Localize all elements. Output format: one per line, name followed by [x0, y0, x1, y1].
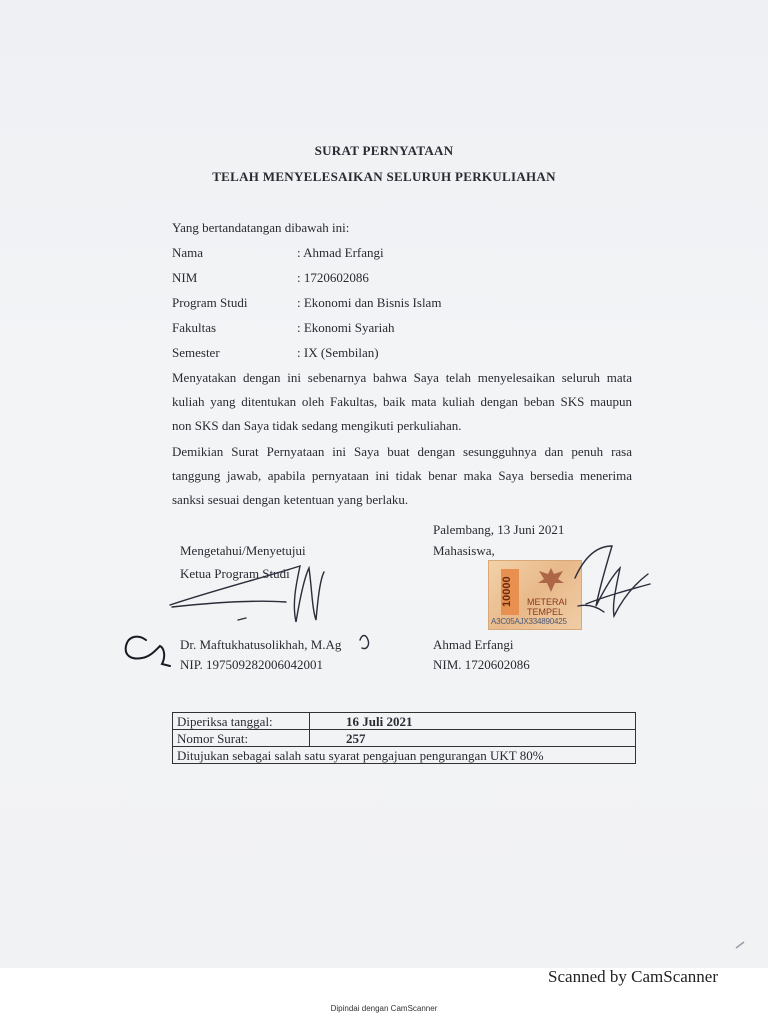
field-value-fakultas: : Ekonomi Syariah	[297, 320, 395, 335]
closing-line: sanksi sesuai dengan ketentuan yang berlaku.	[172, 492, 409, 507]
check-table	[172, 712, 636, 764]
student-role: Mahasiswa,	[433, 543, 495, 558]
page-edge-mark	[736, 942, 744, 948]
table-row	[173, 713, 636, 730]
field-label-semester: Semester	[172, 345, 220, 360]
field-label-nim: NIM	[172, 270, 198, 285]
approval-label: Mengetahui/Menyetujui	[180, 543, 306, 558]
field-value-nim: : 1720602086	[297, 270, 369, 285]
statement-line: Menyatakan dengan ini sebenarnya bahwa Saya telah menyelesaikan seluruh mata	[172, 370, 632, 385]
field-value-nama: : Ahmad Erfangi	[297, 245, 384, 260]
statement-line: kuliah yang ditentukan oleh Fakultas, baik mata kuliah dengan beban SKS maupun	[172, 394, 632, 409]
student-name: Ahmad Erfangi	[433, 637, 514, 652]
field-label-program-studi: Program Studi	[172, 295, 248, 310]
letter-number-label: Nomor Surat:	[173, 730, 310, 747]
approver-nip: NIP. 197509282006042001	[180, 657, 324, 672]
place-date: Palembang, 13 Juni 2021	[433, 522, 565, 537]
closing-line: Demikian Surat Pernyataan ini Saya buat dengan sesungguhnya dan penuh rasa	[172, 444, 632, 459]
camscanner-watermark: Scanned by CamScanner	[548, 967, 718, 986]
check-date-value: 16 Juli 2021	[310, 713, 636, 730]
field-label-fakultas: Fakultas	[172, 320, 217, 335]
letter-number-value: 257	[310, 730, 636, 747]
approver-signature	[170, 566, 369, 649]
approver-role: Ketua Program Studi	[180, 566, 290, 581]
table-row	[173, 730, 636, 747]
stamp-amount: 10000	[501, 569, 519, 615]
field-value-semester: : IX (Sembilan)	[297, 345, 379, 360]
camscanner-caption: Dipindai dengan CamScanner	[330, 1004, 438, 1013]
stamp-code: A3C05AJX334890425	[491, 617, 567, 626]
field-label-nama: Nama	[172, 245, 204, 260]
intro-text: Yang bertandatangan dibawah ini:	[172, 220, 350, 235]
document-subtitle: TELAH MENYELESAIKAN SELURUH PERKULIAHAN	[212, 169, 556, 184]
table-row	[173, 747, 636, 764]
stamp-label: METERAI TEMPEL	[527, 597, 568, 617]
check-date-label: Diperiksa tanggal:	[173, 713, 310, 730]
closing-line: tanggung jawab, apabila pernyataan ini tidak benar maka Saya bersedia menerima	[172, 468, 632, 483]
purpose-text: Ditujukan sebagai salah satu syarat pengajuan pengurangan UKT 80%	[173, 747, 636, 764]
student-signature	[575, 546, 650, 616]
field-value-program-studi: : Ekonomi dan Bisnis Islam	[297, 295, 442, 310]
statement-line: non SKS dan Saya tidak sedang mengikuti perkuliahan.	[172, 418, 462, 433]
initial-mark	[126, 637, 170, 666]
student-nim: NIM. 1720602086	[433, 657, 530, 672]
document-title: SURAT PERNYATAAN	[314, 143, 454, 158]
approver-name: Dr. Maftukhatusolikhah, M.Ag	[180, 637, 342, 652]
